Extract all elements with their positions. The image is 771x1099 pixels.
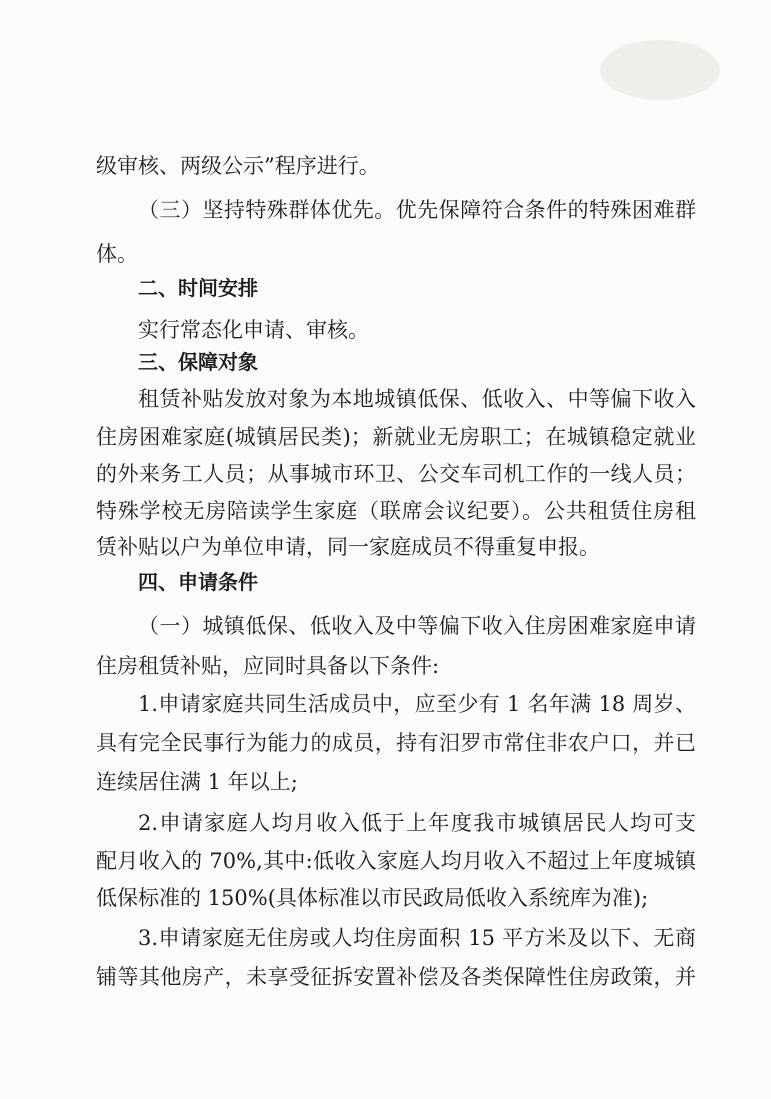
scan-smudge (600, 40, 720, 100)
paragraph-line: （三）坚持特殊群体优先。优先保障符合条件的特殊困难群 (138, 198, 696, 222)
paragraph-line: 3.申请家庭无住房或人均住房面积 15 平方米及以下、无商 (138, 926, 696, 950)
paragraph-line: （一）城镇低保、低收入及中等偏下收入住房困难家庭申请 (138, 614, 696, 638)
paragraph-line: 2.申请家庭人均月收入低于上年度我市城镇居民人均可支 (138, 811, 696, 835)
paragraph-line: 住房困难家庭(城镇居民类)；新就业无房职工；在城镇稳定就业 (96, 425, 696, 449)
paragraph-line: 1.申请家庭共同生活成员中，应至少有 1 名年满 18 周岁、 (138, 692, 696, 716)
paragraph-line: 体。 (96, 242, 138, 266)
paragraph-line: 租赁补贴发放对象为本地城镇低保、低收入、中等偏下收入 (138, 387, 696, 411)
paragraph-line: 级审核、两级公示”程序进行。 (96, 154, 380, 178)
section-heading: 三、保障对象 (138, 350, 258, 374)
paragraph-line: 连续居住满 1 年以上; (96, 770, 298, 794)
paragraph-line: 铺等其他房产，未享受征拆安置补偿及各类保障性住房政策，并 (96, 965, 696, 989)
paragraph-line: 实行常态化申请、审核。 (138, 318, 369, 342)
paragraph-line: 特殊学校无房陪读学生家庭（联席会议纪要）。公共租赁住房租 (96, 499, 696, 523)
paragraph-line: 的外来务工人员；从事城市环卫、公交车司机工作的一线人员； (96, 462, 696, 486)
paragraph-line: 住房租赁补贴，应同时具备以下条件: (96, 654, 440, 678)
section-heading: 四、申请条件 (138, 570, 258, 594)
paragraph-line: 具有完全民事行为能力的成员，持有汨罗市常住非农户口，并已 (96, 731, 696, 755)
paragraph-line: 赁补贴以户为单位申请，同一家庭成员不得重复申报。 (96, 535, 600, 559)
section-heading: 二、时间安排 (138, 276, 258, 300)
paragraph-line: 配月收入的 70%,其中:低收入家庭人均月收入不超过上年度城镇 (96, 849, 696, 873)
paragraph-line: 低保标准的 150%(具体标准以市民政局低收入系统库为准); (96, 886, 649, 910)
